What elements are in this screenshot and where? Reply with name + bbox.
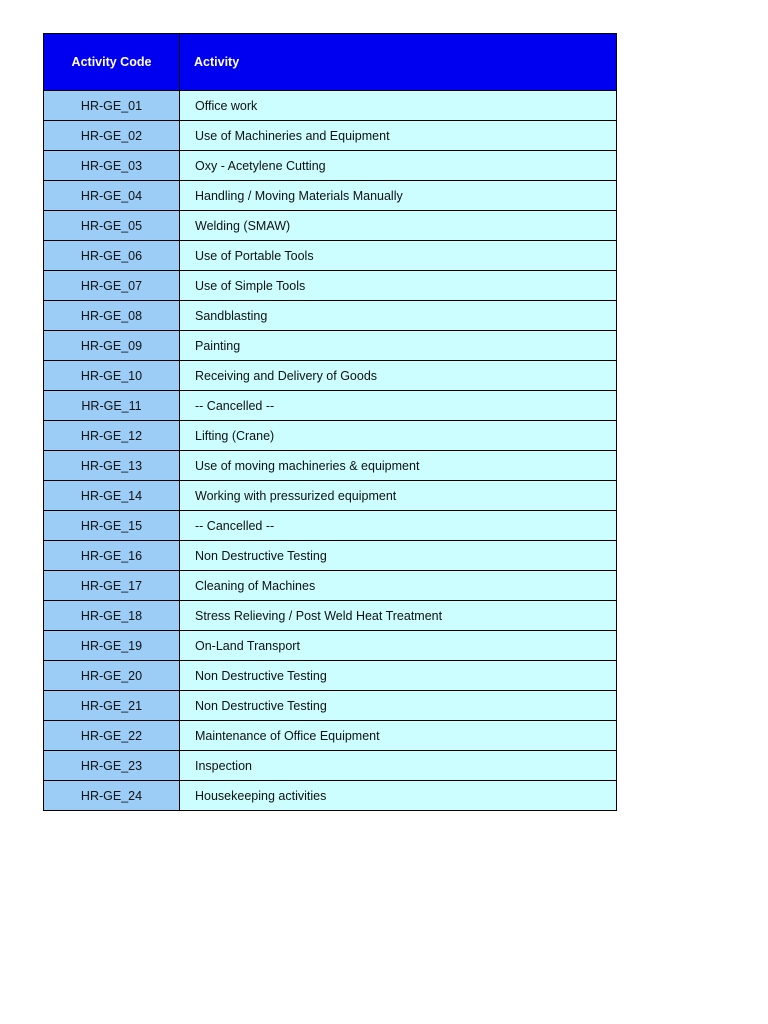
table-row [44,391,617,421]
table-body [44,91,617,811]
activity-cell: Welding (SMAW) [180,211,617,241]
table-row [44,421,617,451]
table-row [44,541,617,571]
table-row [44,121,617,151]
activity-code-cell: HR-GE_15 [44,511,180,541]
activity-cell: Housekeeping activities [180,781,617,811]
table-row [44,91,617,121]
table-row [44,361,617,391]
table-row [44,631,617,661]
table-row [44,151,617,181]
activity-code-cell: HR-GE_05 [44,211,180,241]
activity-cell: Use of Machineries and Equipment [180,121,617,151]
activity-cell: Lifting (Crane) [180,421,617,451]
activity-code-cell: HR-GE_01 [44,91,180,121]
activity-cell: Cleaning of Machines [180,571,617,601]
activity-cell: Use of Simple Tools [180,271,617,301]
table-row [44,301,617,331]
activity-code-cell: HR-GE_12 [44,421,180,451]
table-row [44,211,617,241]
activity-code-cell: HR-GE_23 [44,751,180,781]
table-row [44,751,617,781]
table-row [44,451,617,481]
table-row [44,241,617,271]
activity-cell: Non Destructive Testing [180,661,617,691]
activity-table [43,33,617,811]
activity-cell: Office work [180,91,617,121]
activity-code-cell: HR-GE_22 [44,721,180,751]
table-row [44,181,617,211]
table-row [44,571,617,601]
activity-cell: Oxy - Acetylene Cutting [180,151,617,181]
activity-code-cell: HR-GE_20 [44,661,180,691]
activity-code-cell: HR-GE_16 [44,541,180,571]
activity-cell: -- Cancelled -- [180,391,617,421]
activity-code-cell: HR-GE_08 [44,301,180,331]
activity-code-cell: HR-GE_18 [44,601,180,631]
table-row [44,661,617,691]
table-row [44,601,617,631]
activity-cell: Handling / Moving Materials Manually [180,181,617,211]
activity-code-cell: HR-GE_13 [44,451,180,481]
activity-cell: Use of Portable Tools [180,241,617,271]
activity-code-cell: HR-GE_10 [44,361,180,391]
table-row [44,331,617,361]
activity-code-cell: HR-GE_19 [44,631,180,661]
activity-code-cell: HR-GE_14 [44,481,180,511]
activity-cell: Non Destructive Testing [180,541,617,571]
activity-cell: Painting [180,331,617,361]
activity-cell: -- Cancelled -- [180,511,617,541]
activity-cell: Non Destructive Testing [180,691,617,721]
table-row [44,691,617,721]
activity-cell: Receiving and Delivery of Goods [180,361,617,391]
activity-cell: Working with pressurized equipment [180,481,617,511]
activity-code-cell: HR-GE_17 [44,571,180,601]
activity-code-column-header: Activity Code [44,34,180,91]
activity-cell: On-Land Transport [180,631,617,661]
activity-cell: Use of moving machineries & equipment [180,451,617,481]
activity-code-cell: HR-GE_06 [44,241,180,271]
activity-cell: Maintenance of Office Equipment [180,721,617,751]
activity-cell: Inspection [180,751,617,781]
activity-code-cell: HR-GE_21 [44,691,180,721]
activity-code-cell: HR-GE_03 [44,151,180,181]
table-row [44,781,617,811]
activity-cell: Sandblasting [180,301,617,331]
table-header-row [44,34,617,91]
table-row [44,511,617,541]
activity-code-cell: HR-GE_24 [44,781,180,811]
activity-code-cell: HR-GE_11 [44,391,180,421]
activity-code-cell: HR-GE_02 [44,121,180,151]
table-row [44,721,617,751]
activity-code-cell: HR-GE_07 [44,271,180,301]
activity-code-cell: HR-GE_04 [44,181,180,211]
activity-code-cell: HR-GE_09 [44,331,180,361]
activity-cell: Stress Relieving / Post Weld Heat Treatment [180,601,617,631]
table-row [44,481,617,511]
table-row [44,271,617,301]
activity-column-header: Activity [180,34,617,91]
